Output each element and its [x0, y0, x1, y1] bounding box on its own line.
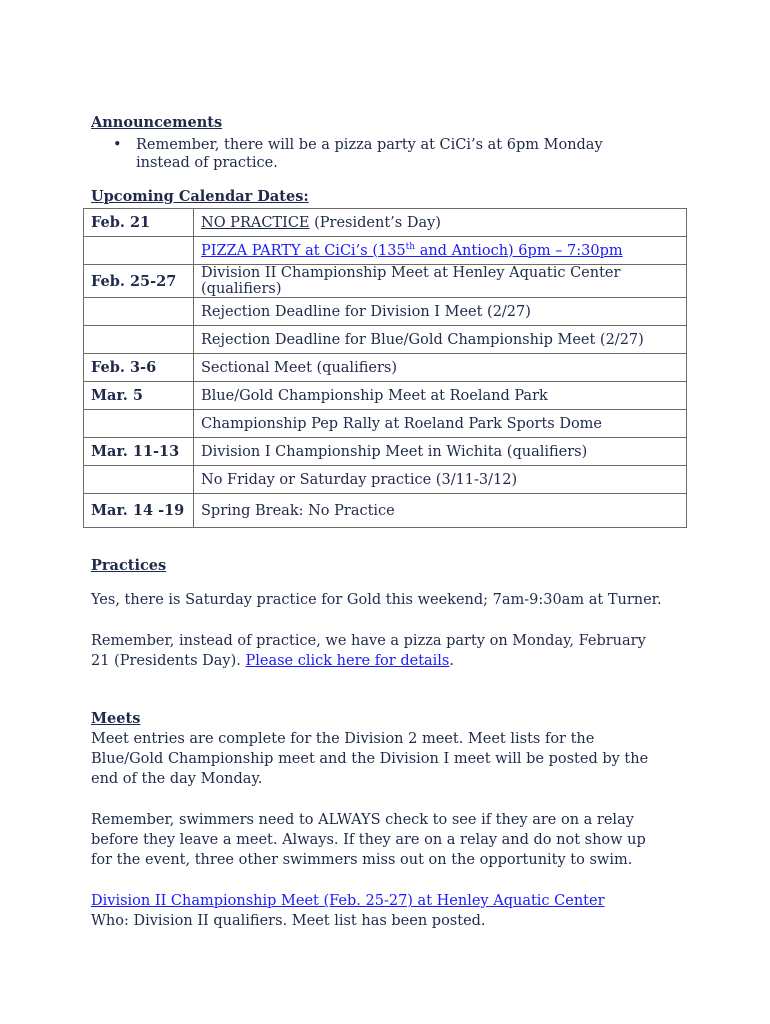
meets-heading: Meets [91, 710, 141, 727]
date-cell [84, 466, 194, 494]
bullet-icon: • [113, 137, 122, 153]
date-cell [84, 298, 194, 326]
announcement-text: Remember, there will be a pizza party at CiCi’s at 6pm Monday instead of practice. [136, 137, 603, 171]
meets-paragraph-1: Meet entries are complete for the Division 2 meet. Meet lists for the Blue/Gold Championship meet and the Division I meet will be posted by the end of the day Monday. [91, 731, 649, 787]
meets-paragraph-2: Remember, swimmers need to ALWAYS check to see if they are on a relay before they leave a meet. Always. If they are on a relay and do not show up for the event, three other swimmers miss out on the opportunity to swim. [91, 812, 646, 868]
event-cell: No Friday or Saturday practice (3/11-3/12) [194, 466, 687, 494]
date-cell [84, 410, 194, 438]
practices-paragraph-2 [91, 631, 651, 671]
event-cell: Division I Championship Meet in Wichita (qualifiers) [194, 438, 687, 466]
announcement-bullet [113, 136, 653, 172]
event-cell: Division II Championship Meet at Henley Aquatic Center (qualifiers) [194, 265, 687, 298]
event-text: (President’s Day) [309, 214, 441, 231]
table-row [84, 354, 687, 382]
paragraph-text: Remember, instead of practice, we have a pizza party on Monday, February 21 (Presidents Day). [91, 633, 646, 669]
table-row [84, 382, 687, 410]
link-sup: th [405, 241, 416, 252]
event-cell: Blue/Gold Championship Meet at Roeland Park [194, 382, 687, 410]
table-row [84, 326, 687, 354]
event-cell: Rejection Deadline for Division I Meet (2/27) [194, 298, 687, 326]
who-line: Who: Division II qualifiers. Meet list has been posted. [91, 913, 486, 929]
event-cell [194, 237, 687, 265]
division-ii-meet-details: (Feb. 25-27) at Henley Aquatic Center [318, 893, 605, 909]
table-row [84, 209, 687, 237]
table-row [84, 410, 687, 438]
link-text: and Antioch) 6pm – 7:30pm [415, 242, 623, 259]
date-cell: Mar. 14 -19 [84, 494, 194, 528]
details-link[interactable]: Please click here for details [245, 653, 450, 669]
practices-paragraph-1: Yes, there is Saturday practice for Gold this weekend; 7am-9:30am at Turner. [91, 592, 662, 608]
link-text: PIZZA PARTY at CiCi’s (135 [201, 242, 406, 259]
table-row [84, 438, 687, 466]
date-cell: Feb. 3-6 [84, 354, 194, 382]
date-cell: Mar. 5 [84, 382, 194, 410]
date-cell: Mar. 11-13 [84, 438, 194, 466]
event-cell: Championship Pep Rally at Roeland Park Sports Dome [194, 410, 687, 438]
division-ii-meet-link[interactable]: Division II Championship Meet [91, 893, 319, 909]
table-row [84, 237, 687, 265]
date-cell: Feb. 21 [84, 209, 194, 237]
table-row [84, 494, 687, 528]
table-row [84, 466, 687, 494]
pizza-party-link[interactable] [201, 243, 623, 259]
no-practice-text: NO PRACTICE [201, 214, 310, 231]
paragraph-end: . [449, 653, 454, 669]
table-row [84, 298, 687, 326]
division-ii-meet-line [91, 891, 691, 911]
event-cell: Spring Break: No Practice [194, 494, 687, 528]
announcements-heading: Announcements [91, 114, 223, 131]
date-cell [84, 237, 194, 265]
date-cell: Feb. 25-27 [84, 265, 194, 298]
event-cell: Sectional Meet (qualifiers) [194, 354, 687, 382]
event-cell [194, 209, 687, 237]
table-row [84, 265, 687, 298]
calendar-table [83, 208, 687, 528]
date-cell [84, 326, 194, 354]
event-cell: Rejection Deadline for Blue/Gold Championship Meet (2/27) [194, 326, 687, 354]
practices-heading: Practices [91, 557, 167, 574]
calendar-heading: Upcoming Calendar Dates: [91, 188, 309, 205]
